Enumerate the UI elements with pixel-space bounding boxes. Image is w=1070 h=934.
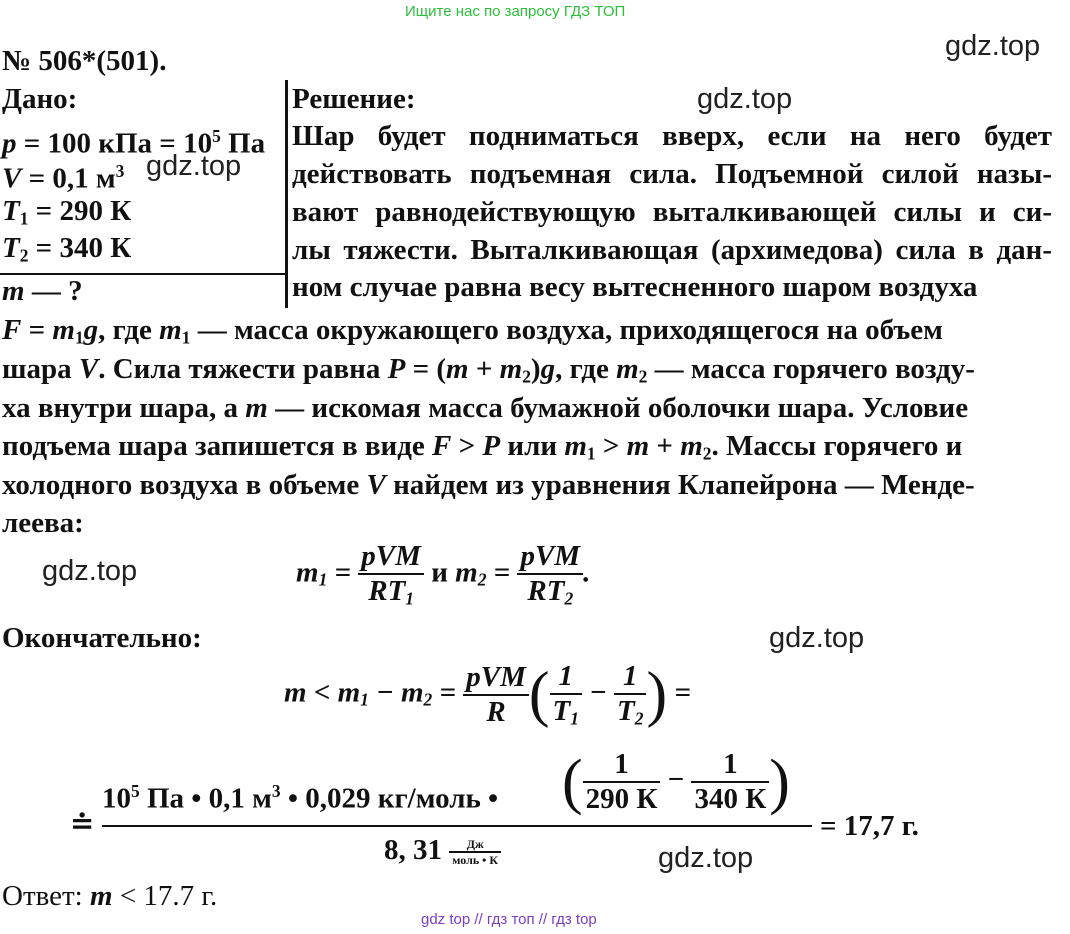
numeric-denominator: 8, 31 $\frac{Дж}{\text{моль • К}}$ [384, 831, 501, 870]
given-line-v: V = 0,1 $м^3$ [2, 161, 125, 195]
watermark: gdz.top [945, 30, 1041, 62]
answer: Ответ: m < 17.7 г. [2, 880, 218, 912]
given-line-t1: $T_1 = 290$ К [2, 195, 132, 229]
given-line-p: p = 100 кПа = $10^5$ Па [2, 126, 266, 160]
paragraph-line-1: $F = m_1g$, где $m_1$ — масса окружающего воздуха, приходящегося на объем [2, 314, 943, 348]
watermark: gdz.top [146, 150, 242, 182]
given-find: m — ? [2, 275, 83, 307]
given-heading: Дано: [2, 83, 78, 115]
solution-line: Шар будет подниматься вверх, если на него будет [292, 120, 1052, 152]
given-vertical-divider [285, 80, 288, 308]
clapeyron-formulas: $m_1$ = $\frac{\text{pVM}}{RT_1}$ и $m_2$ = $\frac{\text{pVM}}{RT_2}$ . [296, 540, 591, 609]
watermark: gdz.top [697, 83, 793, 115]
fraction-bar [102, 825, 812, 827]
watermark: gdz.top [658, 842, 754, 874]
solution-line: ном случае равна весу вытесненного шаром воздуха [292, 271, 978, 303]
paragraph-line-5: холодного воздуха в объеме V найдем из уравнения Клапейрона — Менде- [2, 469, 975, 501]
paragraph-line-3: ха внутри шара, а m — искомая масса бумажной оболочки шара. Условие [2, 392, 969, 424]
paragraph-line-4: подъема шара запишется в виде F > P или $m_1 > m + m_2$. Массы горячего и [2, 430, 963, 464]
watermark: gdz.top [42, 555, 138, 587]
footer-notice: gdz top // гдз топ // гдз top [421, 911, 597, 928]
paragraph-line-2: шара V. Сила тяжести равна $P = (m + m_2)g$, где $m_2$ — масса горячего возду- [2, 353, 975, 387]
approx-sign: ≐ [70, 808, 95, 840]
problem-number: № 506*(501). [2, 45, 167, 77]
numeric-result: = 17,7 г. [820, 810, 919, 842]
header-notice: Ищите нас по запросу ГДЗ ТОП [405, 3, 626, 20]
solution-line: действовать подъемная сила. Подъемной силой назы- [292, 158, 1052, 190]
solution-line: вают равнодействующую выталкивающей силы и си- [292, 196, 1052, 228]
solution-heading: Решение: [292, 83, 416, 115]
paragraph-line-6: леева: [2, 507, 84, 539]
finally-label: Окончательно: [2, 622, 202, 654]
solution-line: лы тяжести. Выталкивающая (архимедова) сила в дан- [292, 234, 1052, 266]
numeric-bracket: ( $\frac{1}{290 К}$ − $\frac{1}{340 К}$ ) [562, 748, 790, 816]
given-line-t2: $T_2 = 340$ К [2, 232, 132, 266]
numeric-numerator: $10^5$ Па • 0,1 $м^3$ • 0,029 кг/моль • [102, 781, 499, 815]
watermark: gdz.top [769, 622, 865, 654]
difference-formula: $m < m_1 - m_2$ = $\frac{\text{pVM}}{R}$ ( $\frac{1}{T_1}$ − $\frac{1}{T_2}$ ) = [284, 660, 691, 729]
